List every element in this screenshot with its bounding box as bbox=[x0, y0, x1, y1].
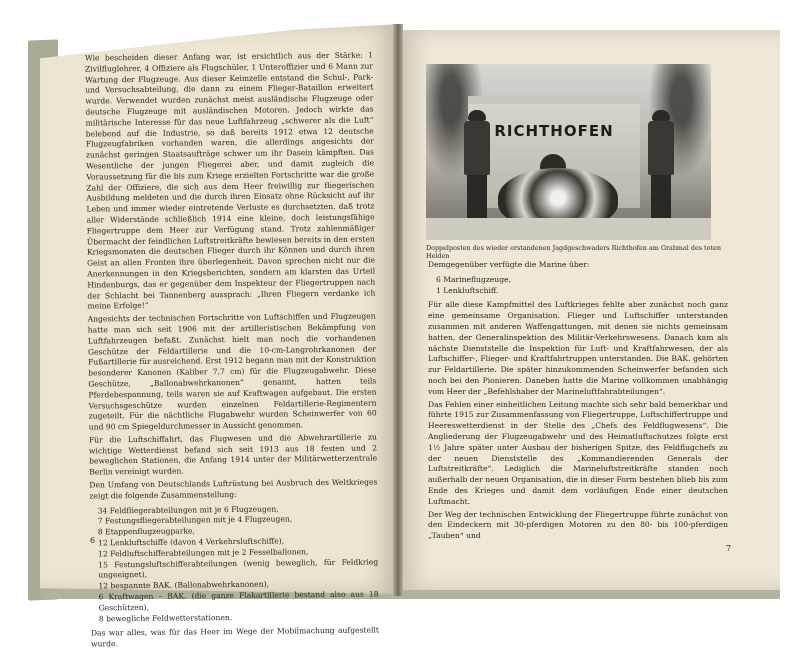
helmet-icon bbox=[468, 110, 486, 121]
list-item: 34 Feldfliegerabteilungen mit je 6 Flugzeugen, bbox=[97, 504, 279, 516]
right-intro: Demgegenüber verfügte die Marine über: bbox=[428, 260, 590, 269]
book-gutter bbox=[393, 24, 403, 596]
left-paragraph-1: Wie bescheiden dieser Anfang war, ist ersichtlich aus der Stärke: 1 Zivilfluglehrer, 4 Offiziere als Flugschüler, 1 Unteroffizier und 6 Mann zur Wartung der Flugzeuge. Aus dieser Keimzelle entstand die Schul-, Park- und Versuchsabteilung, die dann zu einem Flieger-Bataillon erweitert wurde. Verwendet wurden zunächst meist ausländische Flugzeuge oder deutsche Flugzeuge mit ausländischen Motoren. Jedoch wirkte das militärische Interesse für das neue Luftfahrzeug „schwerer als die Luft“ belebend auf die Industrie, so daß bereits 1912 etwa 12 deutsche Flugzeugfabriken vorhanden waren, die allerdings angesichts der zunächst geringen Staatsaufträge schwer um ihr Dasein kämpften. Das Wesentliche der jungen Fliegerei aber, und damit zugleich die Voraussetzung für die bis zum Kriege erzielten Fortschritte war die große Zahl der Offiziere, die sich aus dem Heer freiwillig zur fliegerischen Ausbildung meldeten und die durch ihren Einsatz ohne Rücksicht auf ihr Leben und immer wieder eintretende Verluste es durchsetzten, daß trotz aller Widerstände schließlich 1914 eine kleine, doch leistungsfähige Fliegertruppe dem Heer zur Verfügung stand. Trotz zahlenmäßiger Übermacht der feindlichen Luftstreitkräfte bewiesen bereits in den ersten Kriegsmonaten die deutschen Flieger durch ihr Können und durch ihren Geist an allen Fronten ihre überlegenheit. Davon sprechen nicht nur die Anerkennungen in den Kriegsberichten, sondern am klarsten das Urteil Hindenburgs, das er gegenüber dem Inspekteur der Fliegertruppen nach der Schlacht bei Tannenberg aussprach: „Ihren Fliegern verdanke ich meine Erfolge!“ bbox=[84, 50, 376, 311]
list-item: 12 bespannte BAK. (Ballonabwehrkanonen), bbox=[98, 579, 270, 591]
left-page-text bbox=[85, 51, 379, 653]
list-item: 1 Lenkluftschiff. bbox=[436, 285, 499, 295]
right-paragraph-2: Das Fehlen einer einheitlichen Leitung machte sich sehr bald bemerkbar und führte 1915 zur Zusammenfassung von Fliegertruppe, Luftschiffertruppe und Heereswetterdienst in der Stelle des „Chefs des Feldflugwesens“. Die Angliederung der Flugzeugabwehr und des Heimatluftschutzes folgte erst 1½ Jahre später unter Ausbau der bisherigen Spitze, des Feldflugchefs zu der neuen Dienststelle des „Kommandierenden Generals der Luftstreitkräfte“. Lediglich die Marineluftstreitkräfte standen noch außerhalb der neuen Organisation, die in dieser Form bestehen blieb bis zum Ende des Krieges und damit dem vorläufigen Ende einer deutschen Luftmacht. bbox=[428, 399, 728, 506]
monument-photo bbox=[426, 64, 711, 240]
left-paragraph-2: Angesichts der technischen Fortschritte von Luftschiffen und Flugzeugen hatte man sich seit 1906 mit der artilleristischen Bekämpfung von Luftfahrzeugen befaßt. Zunächst hielt man noch die vorhandenen Geschütze der Feldartillerie und die 10-cm-Langrohrkanonen der Fußartillerie für ausreichend. Erst 1912 begann man mit der Konstruktion besonderer Kanonen (Kaliber 7,7 cm) für die Flugzeugabwehr. Diese Geschütze, „Ballonabwehrkanonen“ genannt, hatten teils Pferdebespannung, teils waren sie auf Kraftwagen aufgebaut. Die ersten Versuchsgeschütze wurden einzelnen Feldartillerie-Regimentern zugeteilt. Für die nächtliche Flugabwehr wurden Scheinwerfer von 60 und 90 cm Spiegeldurchmesser in Aussicht genommen. bbox=[87, 311, 377, 432]
list-item: 6 Marineflugzeuge, bbox=[436, 274, 511, 284]
list-item: 12 Feldluftschifferabteilungen mit je 2 Fesselballonen, bbox=[98, 547, 309, 559]
right-page-text bbox=[428, 260, 728, 544]
left-closing-line: Das war alles, was für das Heer im Wege der Mobilmachung aufgestellt wurde. bbox=[90, 625, 379, 649]
list-item: 7 Festungsfliegerabteilungen mit je 4 Flugzeugen, bbox=[97, 514, 293, 526]
list-item: 12 Lenkluftschiffe (davon 4 Verkehrsluftschiffe), bbox=[97, 536, 285, 548]
guard-right bbox=[648, 110, 674, 222]
list-item: 8 Etappenflugzeugparke, bbox=[97, 526, 196, 537]
list-item: 15 Festungsluftschifferabteilungen (wenig beweglich, für Feldkrieg ungeeignet), bbox=[98, 557, 379, 580]
guard-left bbox=[464, 110, 490, 222]
list-item: 6 Kraftwagen – BAK. (die ganze Flakartillerie bestand also aus 18 Geschützen), bbox=[98, 589, 379, 613]
page-number-right: 7 bbox=[726, 544, 732, 553]
photo-ground bbox=[426, 218, 711, 240]
left-paragraph-3: Für die Luftschiffahrt, das Flugwesen und die Abwehrartillerie zu wichtige Wetterdienst befand sich seit 1913 aus 18 festen und 2 beweglichen Stationen, die Anfang 1914 unter der Militärwetterzentrale Berlin vereinigt wurden. bbox=[88, 432, 378, 477]
page-number-left: 6 bbox=[90, 536, 96, 545]
armament-list bbox=[98, 503, 379, 625]
left-paragraph-4: Den Umfang von Deutschlands Luftrüstung bei Ausbruch des Weltkrieges zeigt die folgende Zusammenstellung: bbox=[89, 477, 378, 501]
right-paragraph-1: Für alle diese Kampfmittel des Luftkrieges fehlte aber zunächst noch ganz eine gemeinsame Organisation. Flieger und Luftschiffer unterstanden zusammen mit anderen Waffengattungen, mit denen sie nichts gemeinsam hatten, der Generalinspektion des Militär-Verkehrswesens. Danach kam als nächste Dienststelle die Inspektion für Luft- und Kraftfahrwesen, der als Luftschiffer-, Flieger- und Kraftfahrtruppen unterstanden. Die BAK. gehörten zur Feldartillerie. Die später hinzukommenden Scheinwerfer befanden sich noch bei den Pionieren. Daneben hatte die Marine vollkommen unabhängig vom Heer der „Befehlshaber der Marineluftfahrabteilungen“. bbox=[428, 300, 728, 396]
list-item: 8 bewegliche Feldwetterstationen. bbox=[98, 612, 233, 624]
right-paragraph-3: Der Weg der technischen Entwicklung der Fliegertruppe führte zunächst von den Eindeckern mit 30-pferdigen Motoren zu den 80- bis 100-pferdigen „Tauben“ und bbox=[428, 509, 728, 541]
monument-inscription: RICHTHOFEN bbox=[494, 122, 614, 140]
navy-list bbox=[436, 275, 728, 297]
photo-caption: Doppelposten des wieder erstandenen Jagdgeschwaders Richthofen am Grabmal des toten Helden bbox=[426, 244, 721, 260]
helmet-icon bbox=[652, 110, 670, 121]
